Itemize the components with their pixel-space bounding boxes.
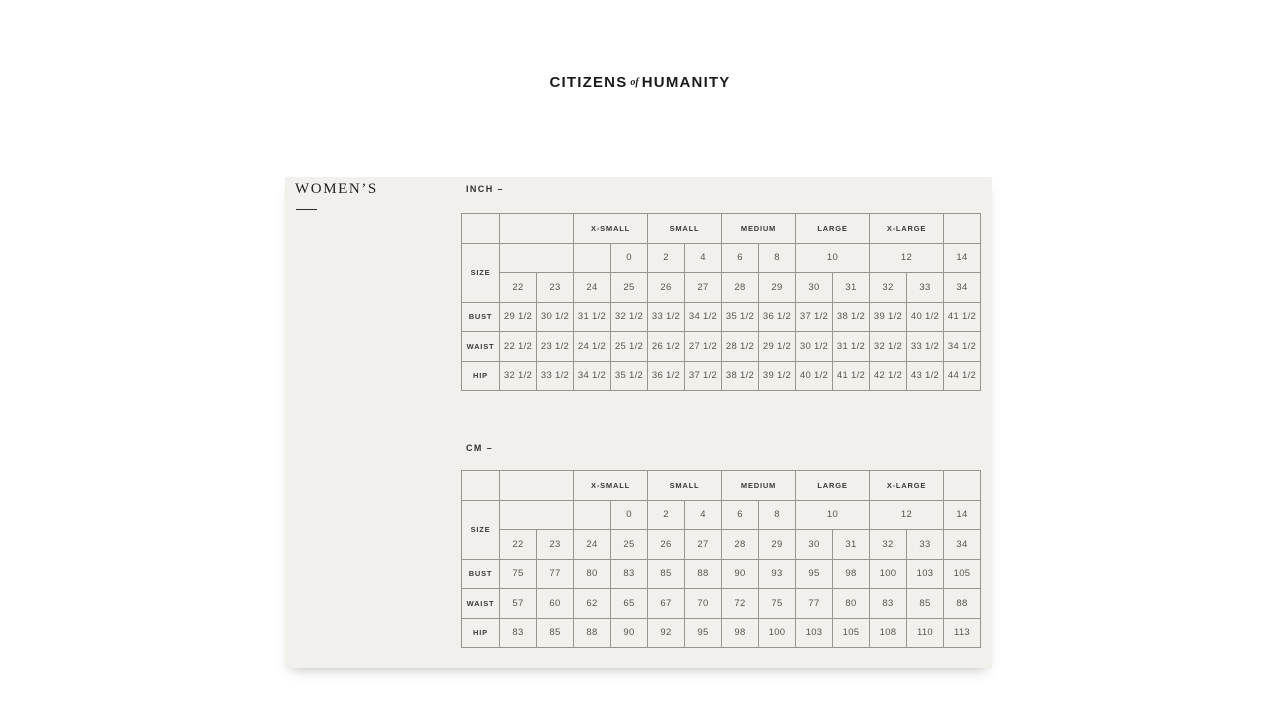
size-group-header: SMALL xyxy=(648,471,722,501)
measurement-value-cell: 27 1/2 xyxy=(685,332,722,362)
measurement-value-cell: 33 1/2 xyxy=(537,361,574,391)
measurement-value-cell: 90 xyxy=(722,559,759,589)
inch-size-cell: 25 xyxy=(611,530,648,560)
us-size-row xyxy=(462,500,981,530)
inch-size-cell: 30 xyxy=(796,530,833,560)
measurement-value-cell: 35 1/2 xyxy=(722,302,759,332)
measurement-value-cell: 88 xyxy=(574,618,611,648)
measurement-row xyxy=(462,332,981,362)
blank-header-cell xyxy=(500,214,574,244)
inch-size-row xyxy=(462,530,981,560)
measurement-row-label: BUST xyxy=(462,302,500,332)
corner-cell xyxy=(462,214,500,244)
measurement-row-label: WAIST xyxy=(462,332,500,362)
size-group-header: X-LARGE xyxy=(870,214,944,244)
measurement-value-cell: 32 1/2 xyxy=(870,332,907,362)
measurement-row xyxy=(462,618,981,648)
group-header-row xyxy=(462,214,981,244)
brand-logo[interactable] xyxy=(0,74,1280,92)
size-group-header: LARGE xyxy=(796,214,870,244)
size-group-header: MEDIUM xyxy=(722,214,796,244)
us-size-cell: 12 xyxy=(870,243,944,273)
measurement-value-cell: 67 xyxy=(648,589,685,619)
size-group-header: LARGE xyxy=(796,471,870,501)
inch-size-cell: 29 xyxy=(759,273,796,303)
measurement-value-cell: 57 xyxy=(500,589,537,619)
measurement-value-cell: 70 xyxy=(685,589,722,619)
inch-size-cell: 22 xyxy=(500,273,537,303)
us-size-cell: 14 xyxy=(944,243,981,273)
measurement-value-cell: 88 xyxy=(685,559,722,589)
measurement-value-cell: 75 xyxy=(500,559,537,589)
blank-cell xyxy=(500,243,574,273)
measurement-value-cell: 60 xyxy=(537,589,574,619)
measurement-value-cell: 80 xyxy=(833,589,870,619)
measurement-value-cell: 110 xyxy=(907,618,944,648)
inch-size-cell: 26 xyxy=(648,273,685,303)
size-group-header: X-LARGE xyxy=(870,471,944,501)
size-group-header: SMALL xyxy=(648,214,722,244)
inch-size-cell: 26 xyxy=(648,530,685,560)
measurement-row-label: BUST xyxy=(462,559,500,589)
measurement-value-cell: 42 1/2 xyxy=(870,361,907,391)
measurement-value-cell: 95 xyxy=(796,559,833,589)
measurement-value-cell: 88 xyxy=(944,589,981,619)
us-size-cell: 10 xyxy=(796,243,870,273)
size-group-header: X-SMALL xyxy=(574,214,648,244)
inch-table-title: INCH – xyxy=(466,184,504,194)
measurement-value-cell: 36 1/2 xyxy=(648,361,685,391)
measurement-value-cell: 23 1/2 xyxy=(537,332,574,362)
measurement-value-cell: 44 1/2 xyxy=(944,361,981,391)
measurement-value-cell: 85 xyxy=(907,589,944,619)
measurement-value-cell: 32 1/2 xyxy=(611,302,648,332)
measurement-value-cell: 92 xyxy=(648,618,685,648)
inch-size-cell: 28 xyxy=(722,273,759,303)
measurement-value-cell: 83 xyxy=(500,618,537,648)
inch-size-cell: 27 xyxy=(685,530,722,560)
measurement-value-cell: 34 1/2 xyxy=(574,361,611,391)
measurement-value-cell: 98 xyxy=(833,559,870,589)
measurement-value-cell: 35 1/2 xyxy=(611,361,648,391)
measurement-value-cell: 36 1/2 xyxy=(759,302,796,332)
corner-cell xyxy=(462,471,500,501)
inch-size-cell: 32 xyxy=(870,530,907,560)
us-size-cell: 2 xyxy=(648,500,685,530)
logo-citizens: CITIZENS xyxy=(549,74,628,91)
measurement-value-cell: 100 xyxy=(870,559,907,589)
inch-size-cell: 33 xyxy=(907,273,944,303)
us-size-cell: 14 xyxy=(944,500,981,530)
group-header-row xyxy=(462,471,981,501)
measurement-value-cell: 90 xyxy=(611,618,648,648)
inch-size-cell: 30 xyxy=(796,273,833,303)
measurement-value-cell: 22 1/2 xyxy=(500,332,537,362)
inch-size-cell: 34 xyxy=(944,530,981,560)
measurement-row-label: HIP xyxy=(462,361,500,391)
measurement-row xyxy=(462,361,981,391)
measurement-row xyxy=(462,589,981,619)
blank-header-cell xyxy=(944,214,981,244)
blank-header-cell xyxy=(500,471,574,501)
measurement-value-cell: 33 1/2 xyxy=(907,332,944,362)
blank-header-cell xyxy=(944,471,981,501)
inch-size-cell: 31 xyxy=(833,273,870,303)
us-size-cell: 8 xyxy=(759,500,796,530)
measurement-row-label: HIP xyxy=(462,618,500,648)
measurement-value-cell: 37 1/2 xyxy=(685,361,722,391)
measurement-value-cell: 43 1/2 xyxy=(907,361,944,391)
logo-of: of xyxy=(630,77,639,88)
measurement-value-cell: 41 1/2 xyxy=(833,361,870,391)
inch-size-cell: 29 xyxy=(759,530,796,560)
measurement-value-cell: 72 xyxy=(722,589,759,619)
measurement-value-cell: 29 1/2 xyxy=(759,332,796,362)
measurement-value-cell: 40 1/2 xyxy=(907,302,944,332)
blank-cell xyxy=(500,500,574,530)
measurement-value-cell: 100 xyxy=(759,618,796,648)
logo-humanity: HUMANITY xyxy=(641,74,731,91)
section-underline xyxy=(296,209,317,210)
measurement-value-cell: 30 1/2 xyxy=(537,302,574,332)
measurement-value-cell: 77 xyxy=(796,589,833,619)
inch-size-cell: 24 xyxy=(574,273,611,303)
size-row-label: SIZE xyxy=(462,243,500,302)
measurement-value-cell: 25 1/2 xyxy=(611,332,648,362)
us-size-row xyxy=(462,243,981,273)
measurement-value-cell: 38 1/2 xyxy=(833,302,870,332)
measurement-value-cell: 32 1/2 xyxy=(500,361,537,391)
measurement-value-cell: 40 1/2 xyxy=(796,361,833,391)
inch-size-cell: 22 xyxy=(500,530,537,560)
measurement-value-cell: 31 1/2 xyxy=(833,332,870,362)
us-size-cell: 10 xyxy=(796,500,870,530)
measurement-value-cell: 103 xyxy=(796,618,833,648)
inch-size-cell: 32 xyxy=(870,273,907,303)
us-size-cell: 4 xyxy=(685,243,722,273)
size-group-header: MEDIUM xyxy=(722,471,796,501)
measurement-value-cell: 93 xyxy=(759,559,796,589)
measurement-value-cell: 108 xyxy=(870,618,907,648)
measurement-value-cell: 26 1/2 xyxy=(648,332,685,362)
measurement-value-cell: 33 1/2 xyxy=(648,302,685,332)
inch-size-cell: 23 xyxy=(537,273,574,303)
measurement-value-cell: 105 xyxy=(944,559,981,589)
cm-table-title: CM – xyxy=(466,443,494,453)
inch-size-cell: 31 xyxy=(833,530,870,560)
blank-cell xyxy=(574,500,611,530)
measurement-row xyxy=(462,559,981,589)
measurement-value-cell: 34 1/2 xyxy=(944,332,981,362)
measurement-value-cell: 80 xyxy=(574,559,611,589)
measurement-value-cell: 85 xyxy=(537,618,574,648)
measurement-value-cell: 34 1/2 xyxy=(685,302,722,332)
inch-size-cell: 34 xyxy=(944,273,981,303)
measurement-value-cell: 39 1/2 xyxy=(870,302,907,332)
us-size-cell: 6 xyxy=(722,243,759,273)
section-title-womens[interactable]: WOMEN’S xyxy=(295,181,378,197)
inch-size-cell: 33 xyxy=(907,530,944,560)
inch-size-row xyxy=(462,273,981,303)
us-size-cell: 4 xyxy=(685,500,722,530)
inch-size-table xyxy=(461,213,981,391)
blank-cell xyxy=(574,243,611,273)
inch-size-cell: 28 xyxy=(722,530,759,560)
measurement-value-cell: 30 1/2 xyxy=(796,332,833,362)
measurement-value-cell: 83 xyxy=(611,559,648,589)
size-row-label: SIZE xyxy=(462,500,500,559)
measurement-value-cell: 103 xyxy=(907,559,944,589)
measurement-value-cell: 75 xyxy=(759,589,796,619)
measurement-value-cell: 85 xyxy=(648,559,685,589)
us-size-cell: 8 xyxy=(759,243,796,273)
inch-size-cell: 25 xyxy=(611,273,648,303)
size-group-header: X-SMALL xyxy=(574,471,648,501)
measurement-value-cell: 105 xyxy=(833,618,870,648)
measurement-row xyxy=(462,302,981,332)
measurement-value-cell: 95 xyxy=(685,618,722,648)
cm-size-table xyxy=(461,470,981,648)
us-size-cell: 0 xyxy=(611,243,648,273)
measurement-value-cell: 31 1/2 xyxy=(574,302,611,332)
us-size-cell: 12 xyxy=(870,500,944,530)
measurement-value-cell: 83 xyxy=(870,589,907,619)
us-size-cell: 0 xyxy=(611,500,648,530)
measurement-value-cell: 62 xyxy=(574,589,611,619)
measurement-value-cell: 37 1/2 xyxy=(796,302,833,332)
measurement-value-cell: 65 xyxy=(611,589,648,619)
measurement-value-cell: 28 1/2 xyxy=(722,332,759,362)
measurement-value-cell: 39 1/2 xyxy=(759,361,796,391)
measurement-value-cell: 24 1/2 xyxy=(574,332,611,362)
measurement-value-cell: 113 xyxy=(944,618,981,648)
measurement-value-cell: 29 1/2 xyxy=(500,302,537,332)
us-size-cell: 6 xyxy=(722,500,759,530)
inch-size-cell: 23 xyxy=(537,530,574,560)
measurement-value-cell: 38 1/2 xyxy=(722,361,759,391)
measurement-value-cell: 41 1/2 xyxy=(944,302,981,332)
inch-size-cell: 24 xyxy=(574,530,611,560)
measurement-value-cell: 98 xyxy=(722,618,759,648)
measurement-row-label: WAIST xyxy=(462,589,500,619)
inch-size-cell: 27 xyxy=(685,273,722,303)
us-size-cell: 2 xyxy=(648,243,685,273)
measurement-value-cell: 77 xyxy=(537,559,574,589)
size-guide-panel xyxy=(285,177,992,668)
